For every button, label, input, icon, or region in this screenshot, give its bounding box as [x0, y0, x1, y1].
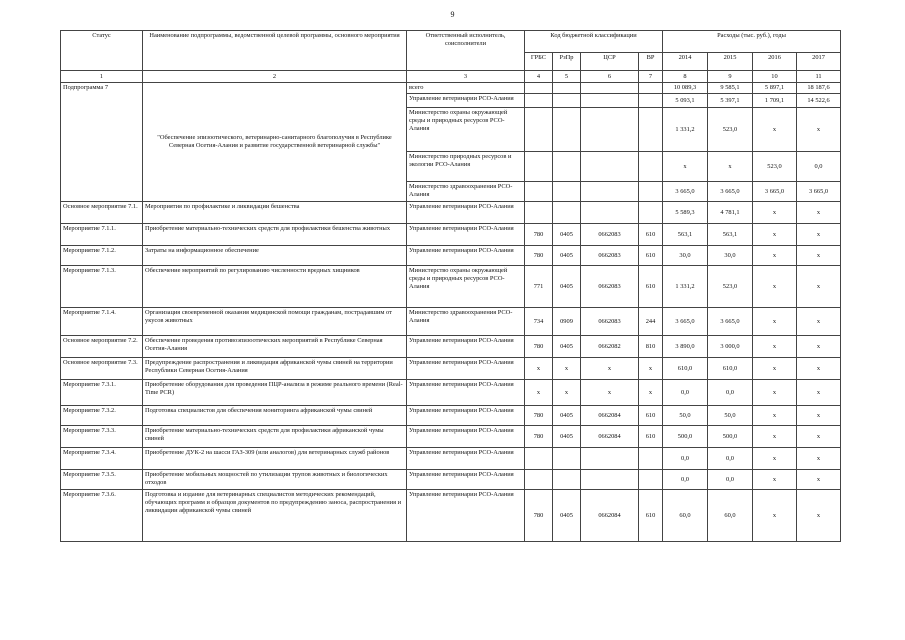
expense-value: х: [797, 202, 841, 224]
column-number: 4: [525, 71, 553, 83]
expense-value: х: [753, 108, 797, 152]
expense-value: х: [753, 336, 797, 358]
rzpr-cell: [553, 202, 581, 224]
expense-value: х: [753, 224, 797, 246]
status-cell: Мероприятие 7.3.4.: [61, 448, 143, 470]
expense-value: 523,0: [708, 266, 753, 308]
status-cell: Мероприятие 7.3.6.: [61, 490, 143, 542]
status-cell: Основное мероприятие 7.2.: [61, 336, 143, 358]
status-cell: Мероприятие 7.1.1.: [61, 224, 143, 246]
executor-cell: Управление ветеринарии РСО-Алания: [407, 470, 525, 490]
grbs-cell: 780: [525, 224, 553, 246]
csr-cell: [581, 152, 639, 182]
rzpr-cell: 0405: [553, 406, 581, 426]
expense-value: 50,0: [663, 406, 708, 426]
expense-value: 523,0: [708, 108, 753, 152]
expense-value: 3 665,0: [663, 308, 708, 336]
executor-cell: Управление ветеринарии РСО-Алания: [407, 448, 525, 470]
expense-value: 563,1: [708, 224, 753, 246]
grbs-cell: [525, 94, 553, 108]
rzpr-cell: 0405: [553, 426, 581, 448]
rzpr-cell: 0405: [553, 224, 581, 246]
name-cell: Обеспечение мероприятий по регулированию численности вредных хищников: [143, 266, 407, 308]
expense-value: 3 000,0: [708, 336, 753, 358]
rzpr-cell: 0405: [553, 246, 581, 266]
status-cell: Мероприятие 7.3.2.: [61, 406, 143, 426]
grbs-cell: [525, 448, 553, 470]
name-cell: Затраты на информационное обеспечение: [143, 246, 407, 266]
expense-value: х: [797, 358, 841, 380]
header-name: Наименование подпрограммы, ведомственной целевой программы, основного мероприятия: [143, 31, 407, 71]
expense-value: х: [797, 224, 841, 246]
grbs-cell: х: [525, 380, 553, 406]
program-status: Подпрограмма 7: [61, 83, 143, 202]
expense-value: х: [797, 490, 841, 542]
vr-cell: [639, 202, 663, 224]
expense-value: 30,0: [663, 246, 708, 266]
grbs-cell: 780: [525, 406, 553, 426]
name-cell: Мероприятия по профилактике и ликвидации бешенства: [143, 202, 407, 224]
name-cell: Приобретение оборудования для проведения ПЦР-анализа в режиме реального времени (Real-Time PCR): [143, 380, 407, 406]
name-cell: Приобретение ДУК-2 на шасси ГАЗ-309 (или аналогов) для ветеринарных служб районов: [143, 448, 407, 470]
table-row: [61, 358, 841, 380]
table-row: [61, 266, 841, 308]
rzpr-cell: 0405: [553, 490, 581, 542]
vr-cell: 610: [639, 246, 663, 266]
table-row: [61, 336, 841, 358]
expense-value: 0,0: [663, 380, 708, 406]
column-number: 2: [143, 71, 407, 83]
status-cell: Мероприятие 7.1.2.: [61, 246, 143, 266]
expense-value: 3 665,0: [753, 182, 797, 202]
grbs-cell: [525, 202, 553, 224]
expense-value: 60,0: [663, 490, 708, 542]
expense-value: 14 522,6: [797, 94, 841, 108]
executor-cell: Управление ветеринарии РСО-Алания: [407, 490, 525, 542]
expense-value: 9 585,1: [708, 83, 753, 94]
expense-value: х: [753, 490, 797, 542]
name-cell: Подготовка специалистов для обеспечения мониторинга африканской чумы свиней: [143, 406, 407, 426]
csr-cell: х: [581, 380, 639, 406]
rzpr-cell: [553, 182, 581, 202]
expense-value: х: [708, 152, 753, 182]
expense-value: х: [663, 152, 708, 182]
column-number: 10: [753, 71, 797, 83]
rzpr-cell: [553, 108, 581, 152]
rzpr-cell: [553, 152, 581, 182]
expense-value: х: [797, 470, 841, 490]
table-row: [61, 224, 841, 246]
expense-value: х: [797, 108, 841, 152]
expense-value: х: [797, 380, 841, 406]
expense-value: х: [797, 246, 841, 266]
grbs-cell: 780: [525, 490, 553, 542]
vr-cell: [639, 152, 663, 182]
header-grbs: ГРБС: [525, 53, 553, 71]
rzpr-cell: 0909: [553, 308, 581, 336]
executor-cell: Министерство природных ресурсов и экологии РСО-Алания: [407, 152, 525, 182]
expense-value: 0,0: [797, 152, 841, 182]
column-number: 7: [639, 71, 663, 83]
csr-cell: х: [581, 358, 639, 380]
expense-value: 18 187,6: [797, 83, 841, 94]
rzpr-cell: [553, 83, 581, 94]
column-number: 5: [553, 71, 581, 83]
expense-value: х: [753, 358, 797, 380]
expense-value: 3 665,0: [708, 308, 753, 336]
executor-cell: Управление ветеринарии РСО-Алания: [407, 336, 525, 358]
vr-cell: х: [639, 358, 663, 380]
expense-value: 3 665,0: [663, 182, 708, 202]
rzpr-cell: [553, 94, 581, 108]
executor-cell: Министерство здравоохранения РСО-Алания: [407, 308, 525, 336]
expense-value: 30,0: [708, 246, 753, 266]
name-cell: Приобретение материально-технических средств для профилактики бешенства животных: [143, 224, 407, 246]
expense-value: х: [797, 406, 841, 426]
header-executor: Ответственный исполнитель, соисполнители: [407, 31, 525, 71]
vr-cell: 244: [639, 308, 663, 336]
executor-cell: Управление ветеринарии РСО-Алания: [407, 202, 525, 224]
expense-value: 5 897,1: [753, 83, 797, 94]
executor-cell: Министерство охраны окружающей среды и природных ресурсов РСО-Алания: [407, 266, 525, 308]
grbs-cell: [525, 83, 553, 94]
expense-value: 3 665,0: [797, 182, 841, 202]
table-body: [61, 31, 841, 542]
vr-cell: 610: [639, 266, 663, 308]
grbs-cell: х: [525, 358, 553, 380]
program-expenses-table: [60, 30, 841, 542]
csr-cell: [581, 108, 639, 152]
rzpr-cell: х: [553, 358, 581, 380]
grbs-cell: [525, 182, 553, 202]
grbs-cell: 771: [525, 266, 553, 308]
column-number: 11: [797, 71, 841, 83]
rzpr-cell: 0405: [553, 266, 581, 308]
expense-value: х: [753, 308, 797, 336]
expense-value: х: [753, 406, 797, 426]
executor-cell: Министерство охраны окружающей среды и природных ресурсов РСО-Алания: [407, 108, 525, 152]
column-number: 1: [61, 71, 143, 83]
vr-cell: [639, 470, 663, 490]
expense-value: 50,0: [708, 406, 753, 426]
expense-value: х: [797, 336, 841, 358]
executor-cell: Управление ветеринарии РСО-Алания: [407, 224, 525, 246]
vr-cell: [639, 182, 663, 202]
expense-value: 1 331,2: [663, 108, 708, 152]
name-cell: Предупреждение распространения и ликвидация африканской чумы свиней на территории Республики Северная Осетия-Алания: [143, 358, 407, 380]
expense-value: х: [753, 246, 797, 266]
table-row: [61, 202, 841, 224]
vr-cell: [639, 83, 663, 94]
table-row: [61, 470, 841, 490]
csr-cell: 0662082: [581, 336, 639, 358]
rzpr-cell: х: [553, 380, 581, 406]
table-row: [61, 406, 841, 426]
vr-cell: х: [639, 380, 663, 406]
header-year: 2017: [797, 53, 841, 71]
expense-value: 5 397,1: [708, 94, 753, 108]
column-number: 3: [407, 71, 525, 83]
page-number: 9: [450, 10, 455, 19]
expense-value: х: [797, 448, 841, 470]
csr-cell: 0662084: [581, 406, 639, 426]
expense-value: 4 781,1: [708, 202, 753, 224]
grbs-cell: 734: [525, 308, 553, 336]
grbs-cell: [525, 470, 553, 490]
status-cell: Основное мероприятие 7.3.: [61, 358, 143, 380]
status-cell: Основное мероприятие 7.1.: [61, 202, 143, 224]
table-row: [61, 448, 841, 470]
csr-cell: [581, 202, 639, 224]
expense-value: 500,0: [708, 426, 753, 448]
rzpr-cell: 0405: [553, 336, 581, 358]
name-cell: Приобретение материально-технических средств для профилактики африканской чумы свиней: [143, 426, 407, 448]
table-row: [61, 426, 841, 448]
expense-value: 523,0: [753, 152, 797, 182]
expense-value: 5 093,1: [663, 94, 708, 108]
rzpr-cell: [553, 470, 581, 490]
csr-cell: 0662083: [581, 308, 639, 336]
executor-cell: Министерство здравоохранения РСО-Алания: [407, 182, 525, 202]
header-year: 2015: [708, 53, 753, 71]
expense-value: 610,0: [663, 358, 708, 380]
status-cell: Мероприятие 7.3.1.: [61, 380, 143, 406]
name-cell: Организация своевременной оказания медицинской помощи гражданам, пострадавшим от укусов животных: [143, 308, 407, 336]
expense-value: 0,0: [708, 380, 753, 406]
grbs-cell: 780: [525, 426, 553, 448]
rzpr-cell: [553, 448, 581, 470]
executor-cell: Управление ветеринарии РСО-Алания: [407, 246, 525, 266]
column-number: 9: [708, 71, 753, 83]
csr-cell: [581, 182, 639, 202]
table-row: [61, 490, 841, 542]
vr-cell: 810: [639, 336, 663, 358]
status-cell: Мероприятие 7.3.3.: [61, 426, 143, 448]
vr-cell: 610: [639, 426, 663, 448]
executor-cell: Управление ветеринарии РСО-Алания: [407, 380, 525, 406]
csr-cell: 0662083: [581, 266, 639, 308]
program-row: [61, 83, 841, 94]
csr-cell: [581, 470, 639, 490]
expense-value: 60,0: [708, 490, 753, 542]
grbs-cell: 780: [525, 336, 553, 358]
csr-cell: 0662083: [581, 246, 639, 266]
header-csr: ЦСР: [581, 53, 639, 71]
expense-value: 5 589,3: [663, 202, 708, 224]
expense-value: 0,0: [663, 470, 708, 490]
name-cell: Приобретение мобильных мощностей по утилизации трупов животных и биологических отходов: [143, 470, 407, 490]
expense-value: 563,1: [663, 224, 708, 246]
table-row: [61, 380, 841, 406]
program-name: "Обеспечение эпизоотического, ветеринарно-санитарного благополучия в Республике Северная Осетия-Алания и развитие государственной ветеринарной службы": [143, 83, 407, 202]
csr-cell: 0662083: [581, 224, 639, 246]
expense-value: х: [753, 426, 797, 448]
grbs-cell: [525, 152, 553, 182]
expense-value: х: [797, 426, 841, 448]
grbs-cell: [525, 108, 553, 152]
grbs-cell: 780: [525, 246, 553, 266]
expense-value: 0,0: [663, 448, 708, 470]
csr-cell: 0662084: [581, 426, 639, 448]
executor-cell: Управление ветеринарии РСО-Алания: [407, 94, 525, 108]
expense-value: 3 890,0: [663, 336, 708, 358]
name-cell: Обеспечение проведения противоэпизоотических мероприятий в Республике Северная Осетия-Алания: [143, 336, 407, 358]
expense-value: х: [753, 470, 797, 490]
expense-value: 10 089,3: [663, 83, 708, 94]
status-cell: Мероприятие 7.1.3.: [61, 266, 143, 308]
csr-cell: [581, 83, 639, 94]
vr-cell: 610: [639, 224, 663, 246]
column-number: 8: [663, 71, 708, 83]
status-cell: Мероприятие 7.3.5.: [61, 470, 143, 490]
executor-cell: Управление ветеринарии РСО-Алания: [407, 406, 525, 426]
executor-cell: всего: [407, 83, 525, 94]
expense-value: 610,0: [708, 358, 753, 380]
name-cell: Подготовка и издание для ветеринарных специалистов методических рекомендаций, обучающих программ и образцов документов по предупреждению заноса, распространения и ликвидации африканской чумы свиней: [143, 490, 407, 542]
expense-value: х: [753, 266, 797, 308]
expense-value: 0,0: [708, 448, 753, 470]
vr-cell: 610: [639, 490, 663, 542]
expense-value: х: [797, 308, 841, 336]
expense-value: х: [753, 448, 797, 470]
csr-cell: 0662084: [581, 490, 639, 542]
expense-value: х: [797, 266, 841, 308]
expense-value: 1 709,1: [753, 94, 797, 108]
table-row: [61, 308, 841, 336]
expense-value: 500,0: [663, 426, 708, 448]
executor-cell: Управление ветеринарии РСО-Алания: [407, 358, 525, 380]
csr-cell: [581, 448, 639, 470]
expense-value: х: [753, 202, 797, 224]
vr-cell: [639, 108, 663, 152]
header-vr: ВР: [639, 53, 663, 71]
table-row: [61, 246, 841, 266]
header-year: 2016: [753, 53, 797, 71]
header-expenses: Расходы (тыс. руб.), годы: [663, 31, 841, 53]
executor-cell: Управление ветеринарии РСО-Алания: [407, 426, 525, 448]
header-status: Статус: [61, 31, 143, 71]
csr-cell: [581, 94, 639, 108]
header-year: 2014: [663, 53, 708, 71]
vr-cell: [639, 94, 663, 108]
expense-value: 3 665,0: [708, 182, 753, 202]
expense-value: 1 331,2: [663, 266, 708, 308]
header-budget-code: Код бюджетной классификации: [525, 31, 663, 53]
expense-value: 0,0: [708, 470, 753, 490]
status-cell: Мероприятие 7.1.4.: [61, 308, 143, 336]
header-rzpr: РзПр: [553, 53, 581, 71]
vr-cell: 610: [639, 406, 663, 426]
vr-cell: [639, 448, 663, 470]
column-number: 6: [581, 71, 639, 83]
expense-value: х: [753, 380, 797, 406]
